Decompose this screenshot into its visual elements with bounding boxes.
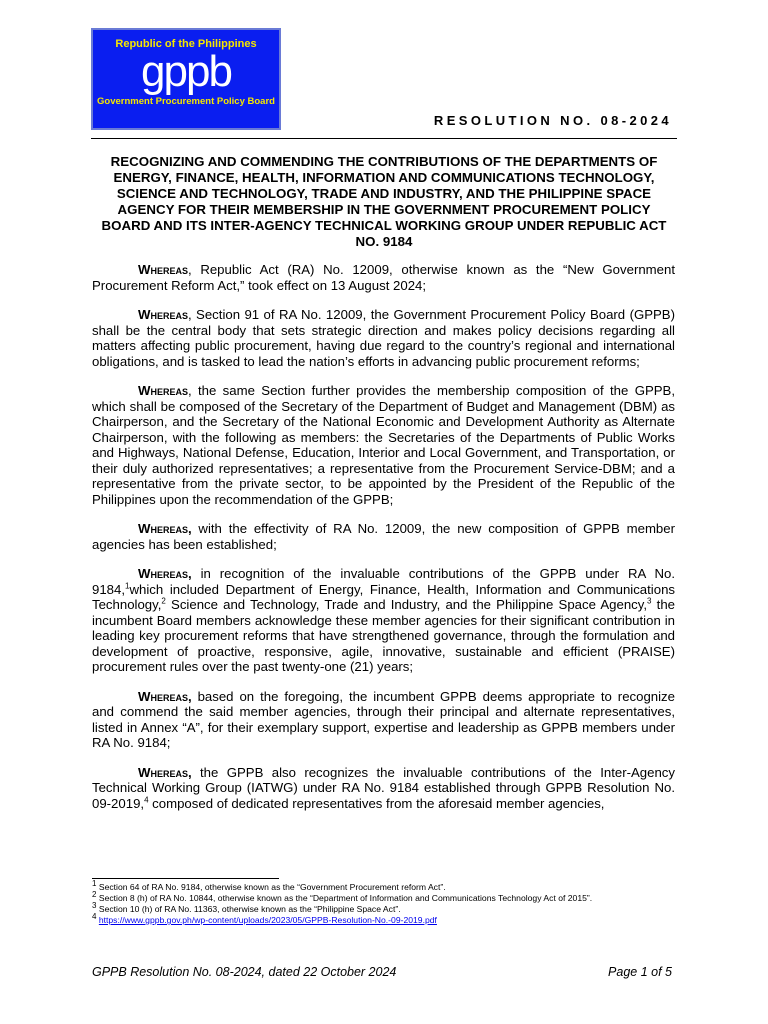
footnote-1: $^1$ Section 64 of RA No. 9184, otherwise known as the “Government Procurement reform Act”. bbox=[92, 879, 446, 892]
whereas-paragraph-3: Whereas, the same Section further provides the membership composition of the GPPB, which shall be composed of the Secretary of the Department of Budget and Management (DBM) as Chairperson, and the Secretary of the National Economic and Development Authority as Alternate Chairperson, with the following as members: the Secretaries of the Departments of Public Works and Highways, National Defense, Education, Interior and Local Government, and Transportation, or their duly authorized representatives; a representative from the Procurement Service-DBM; and a representative from the private sector, to be appointed by the President of the Republic of the Philippines upon the recommendation of the GPPB; bbox=[92, 383, 675, 507]
logo-mark: gppb bbox=[141, 47, 231, 96]
footnotes bbox=[92, 879, 675, 926]
footnote-ref-4[interactable]: 4 bbox=[144, 795, 149, 805]
footnote-ref-2[interactable]: 2 bbox=[161, 596, 166, 606]
whereas-paragraph-1: Whereas, Republic Act (RA) No. 12009, otherwise known as the “New Government Procurement Reform Act,” took effect on 13 August 2024; bbox=[92, 262, 675, 293]
footnote-ref-3[interactable]: 3 bbox=[647, 596, 652, 606]
whereas-paragraph-4: Whereas, with the effectivity of RA No. 12009, the new composition of GPPB member agencies has been established; bbox=[92, 521, 675, 552]
footnote-divider bbox=[92, 878, 279, 879]
header-divider bbox=[91, 138, 677, 139]
footnote-ref-1[interactable]: 1 bbox=[125, 581, 130, 591]
footnote-2: $^2$ Section 8 (h) of RA No. 10844, otherwise known as the “Department of Information and Communications Technology Act of 2015”. bbox=[92, 890, 593, 903]
footnote-4: $^4$ https://www.gppb.gov.ph/wp-content/uploads/2023/05/GPPB-Resolution-No.-09-2019.pdf bbox=[92, 912, 437, 925]
footnote-3: $^3$ Section 10 (h) of RA No. 11363, otherwise known as the “Philippine Space Act”. bbox=[92, 901, 401, 914]
footnote-4-link[interactable]: https://www.gppb.gov.ph/wp-content/uploads/2023/05/GPPB-Resolution-No.-09-2019.pdf bbox=[98, 915, 437, 925]
document-body bbox=[92, 262, 675, 825]
whereas-paragraph-5: Whereas, in recognition of the invaluable contributions of the GPPB under RA No. 9184,$^1$which included Department of Energy, Finance, Health, Information and Communications Technology,$^2$ Science and Technology, Trade and Industry, and the Philippine Space Agency,$^3$ the incumbent Board members acknowledge these member agencies for their significant contribution in leading key procurement reforms that have strengthened governance, through the formulation and development of proactive, responsive, agile, innovative, sustainable and efficient (PRAISE) procurement rules over the past twenty-one (21) years; bbox=[92, 566, 675, 674]
whereas-paragraph-7: Whereas, the GPPB also recognizes the invaluable contributions of the Inter-Agency Technical Working Group (IATWG) under RA No. 9184 established through GPPB Resolution No. 09-2019,$^4$ composed of dedicated representatives from the aforesaid member agencies, bbox=[92, 764, 675, 811]
logo-bottom-text: Government Procurement Policy Board bbox=[97, 96, 275, 107]
whereas-paragraph-6: Whereas, based on the foregoing, the incumbent GPPB deems appropriate to recognize and commend the said member agencies, through their principal and alternate representatives, listed in Annex “A”, for their exemplary support, expertise and leadership as GPPB members under RA No. 9184; bbox=[92, 688, 675, 750]
resolution-number: RESOLUTION NO. 08-2024 bbox=[433, 113, 672, 128]
footer-page-number: Page 1 of 5 bbox=[608, 965, 672, 979]
logo-top-text: Republic of the Philippines bbox=[115, 38, 257, 50]
resolution-title: RECOGNIZING AND COMMENDING THE CONTRIBUTIONS OF THE DEPARTMENTS OF ENERGY, FINANCE, HEALTH, INFORMATION AND COMMUNICATIONS TECHNOLOGY, SCIENCE AND TECHNOLOGY, TRADE AND INDUSTRY, AND THE PHILIPPINE SPACE AGENCY FOR THEIR MEMBERSHIP IN THE GOVERNMENT PROCUREMENT POLICY BOARD AND ITS INTER-AGENCY TECHNICAL WORKING GROUP UNDER REPUBLIC ACT NO. 9184 bbox=[101, 154, 667, 249]
whereas-paragraph-2: Whereas, Section 91 of RA No. 12009, the Government Procurement Policy Board (GPPB) shall be the central body that sets strategic direction and makes policy decisions regarding all matters affecting public procurement, having due regard to the country’s regional and international obligations, and is tasked to lead the nation’s efforts in advancing public procurement reforms; bbox=[92, 307, 675, 369]
gppb-logo bbox=[91, 28, 281, 130]
footer-document-ref: GPPB Resolution No. 08-2024, dated 22 October 2024 bbox=[92, 965, 397, 979]
page-footer bbox=[92, 965, 672, 979]
